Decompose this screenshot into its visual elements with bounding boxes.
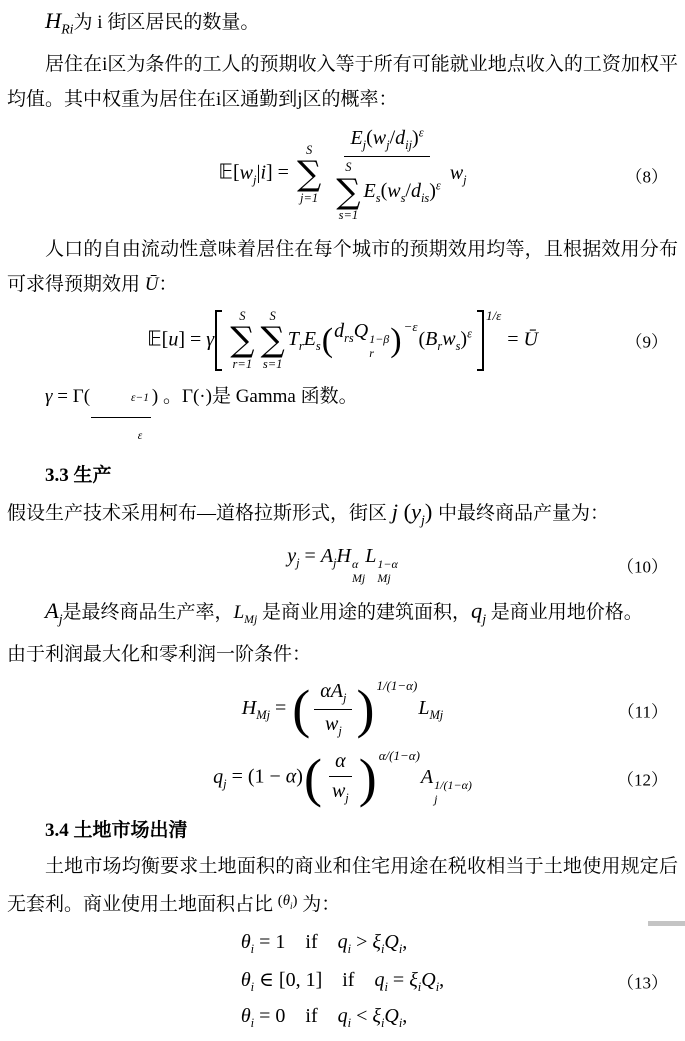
scripted-token: )$^\varepsilon$ [412,125,424,150]
math-token: if [305,931,318,954]
math-token: ε [137,429,143,442]
summation-operator: S ∑ j=1 [296,142,322,205]
math-token: ) [151,386,159,408]
math-token: q [337,1005,348,1028]
math-token: d [334,320,345,343]
math-token: ( [380,179,388,202]
fraction [314,679,352,740]
scripted-token: $w_s$ [387,179,406,205]
math-token: [ [161,328,169,351]
math-token: = [502,328,524,351]
para-hri-definition [7,3,678,47]
scripted-token: $A_j$ [320,545,337,571]
math-token: ( [366,127,373,150]
math-token: q [470,597,483,623]
text-run: 是商业用途的建筑面积， [257,601,471,623]
equation-9 [7,307,678,375]
scripted-token: $Q_i$ [384,931,403,957]
math-token: ∈ [0, 1] [254,969,323,992]
scripted-token: $\theta_i$ [240,969,255,995]
math-token: γ [45,386,53,408]
math-token: ( [277,893,283,910]
math-token: < [351,1005,373,1028]
math-token: αA [320,680,343,703]
text-run: 假设生产技术采用柯布—道格拉斯形式，街区 [7,502,392,524]
scripted-token: L 1−α Mj [365,545,398,586]
para-variables-definition [7,593,678,637]
para-profit-conditions [7,637,678,672]
scripted-token: $H_{Ri}$ [45,8,74,38]
para-production-tech [7,494,678,538]
math-token: Q [384,931,399,954]
scripted-token: $d_{is}$ [410,179,430,205]
scripted-token: $H_{Mj}$ [241,697,271,723]
scripted-token: $q_i$ [374,969,388,995]
section-3-3-heading [7,464,678,488]
section-3-4-heading [7,819,678,843]
scripted-token: $d_{rs}$ [334,320,354,346]
math-token: , [402,1005,408,1028]
equation-13 [7,929,678,1033]
math-token: y [287,545,297,568]
left-paren: ( [303,747,322,808]
summation-operator: S ∑ s=1 [260,308,285,371]
math-token: Ū [523,328,538,351]
equation-number: （12） [617,770,668,790]
math-token: A [45,597,59,623]
fraction [91,381,151,454]
text-run: 是最终商品生产率， [62,601,234,623]
equation-11 [7,677,678,742]
math-token: w [324,713,339,736]
math-token: ) [424,498,438,524]
math-token: = 0 [254,1005,286,1028]
math-token: ] = [178,328,207,351]
scripted-token: $w_j$ [449,162,467,188]
document-content [7,3,678,1033]
scripted-token: $L_{Mj}$ [233,601,258,626]
equation-cases [241,931,444,1031]
math-token: ( [398,498,412,524]
math-token: ) [429,179,436,202]
scrollbar-fragment[interactable] [648,921,685,926]
math-token: ) [292,893,298,910]
scripted-token: $d_{ij}$ [395,127,413,153]
math-token: 𝔼 [147,326,162,351]
case-row [241,931,407,957]
math-token: ) [296,765,303,788]
math-token: w [331,780,346,803]
text-run: 居住在i区为条件的工人的预期收入等于所有可能就业地点收入的工资加权平均值。其中权重为居住在i区通勤到j区的概率： [7,54,678,111]
scripted-token: $E_s$ [303,328,321,354]
math-token: if [305,1005,318,1028]
math-token: = (1 − [226,765,286,788]
scripted-token: $w_j$ [372,127,390,153]
scripted-token: H α Mj [336,545,366,586]
math-token: θ [240,969,251,992]
fence-exponent: −ε [403,319,418,335]
scripted-token: θi [282,893,293,912]
equation-number: （9） [625,332,668,352]
math-token: B [425,328,438,351]
scripted-token: )$^\varepsilon$ [429,177,441,202]
case-row [241,1005,407,1031]
math-token: L [233,601,245,623]
math-token: = [387,969,410,992]
math-token: if [342,969,355,992]
math-token: w [449,162,464,185]
math-token: q [337,931,348,954]
scripted-token: $Q_i$ [421,969,440,995]
math-token: , [402,931,408,954]
right-bracket [477,310,484,372]
scripted-token: A 1/(1−α) j [420,765,472,807]
scripted-token: $q_i$ [337,1005,352,1031]
math-token: = 1 [254,931,286,954]
scripted-token: )$^\varepsilon$ [460,326,472,351]
math-token: H [45,8,62,33]
math-token: Ū [144,273,159,295]
equation-10 [7,543,678,588]
math-token: d [410,179,421,202]
right-paren: ) [358,747,377,808]
math-token: | [256,162,261,185]
case-row [241,967,444,995]
math-token: α [285,765,297,788]
equation-number: （8） [625,167,668,187]
fence-exponent: α/(1−α) [378,748,420,764]
scripted-token: $A_j$ [45,597,63,628]
math-token: α [335,750,346,773]
scripted-token: $q_j$ [213,765,227,791]
math-token: > [351,931,373,954]
math-token: w [372,127,387,150]
math-token: ξ [372,1005,381,1028]
scripted-token: $E_s$ [363,179,381,205]
scripted-token: $y_j$ [287,545,300,571]
scripted-token: $q_j$ [470,597,487,628]
text-run: 人口的自由流动性意味着居住在每个城市的预期效用均等，且根据效用分布可求得预期效用 [7,238,678,295]
math-token: Q [353,320,369,343]
scripted-token: $B_r$ [425,328,443,354]
math-token: / [389,127,396,150]
text-run: 。Γ(·)是 Gamma 函数。 [158,386,358,408]
math-token: γ [206,328,215,351]
right-paren: ) [356,679,375,740]
fence-group [215,309,501,373]
scripted-token: $\theta_i$ [240,1005,255,1031]
scripted-token: $y_j$ [411,498,425,529]
text-run: 3.3 生产 [45,464,112,486]
text-run: 中最终商品产量为： [437,502,609,524]
scripted-token: $\theta_i$ [240,931,255,957]
math-token: y [411,498,422,524]
math-token: L [365,545,377,568]
scripted-token: $L_{Mj}$ [418,697,444,723]
para-expected-income [7,47,678,117]
math-token: w [387,179,401,202]
text-run: 是商业用地价格。 [486,601,643,623]
math-token: H [241,697,257,720]
fraction [326,749,355,807]
math-token: θ [240,1005,251,1028]
math-token: A [420,765,434,788]
math-token: w [442,328,456,351]
math-token: ξ [409,969,418,992]
math-token: ( [418,328,426,351]
summation-operator: S ∑ s=1 [336,160,361,223]
math-token: w [239,162,253,185]
equation-number: （10） [617,557,668,577]
math-token: u [168,328,179,351]
fence-exponent: 1/ε [485,307,502,323]
scripted-token: $w_j$ [331,780,349,806]
math-token: E [350,127,363,150]
para-free-mobility [7,232,678,302]
math-token: ] = [266,162,294,185]
equation-number: （11） [617,702,668,722]
text-run: 3.4 土地市场出清 [45,820,188,842]
math-token: Q [421,969,436,992]
math-token: θ [240,931,251,954]
left-paren: ( [321,321,334,359]
equation-number: （13） [617,973,668,993]
scripted-token: $\alpha A_j$ [320,680,347,706]
scripted-token: $T_r$ [287,328,304,354]
math-token: ) [460,328,468,351]
scripted-token: $q_i$ [337,931,352,957]
fence-group [322,320,418,361]
math-token: = [299,545,321,568]
math-token: = Γ( [52,386,91,408]
math-token: θ [282,893,290,910]
scripted-token: $Q_i$ [384,1005,403,1031]
scripted-token: $w_j$ [239,162,257,188]
scripted-token: $\xi_i$ [409,969,422,995]
scripted-token: $\xi_i$ [372,931,385,957]
math-token: q [374,969,385,992]
scripted-token: $w_j$ [324,713,342,739]
math-token: ε−1 [131,391,149,404]
fence-exponent: 1/(1−α) [376,678,418,694]
para-land-market [7,849,678,924]
scripted-token: Q 1−β r [353,320,390,361]
text-run: ： [158,273,178,295]
text-run: 土地市场均衡要求土地面积的商业和住宅用途在税收相当于土地使用规定后无套利。商业使用土地面积占比 [7,856,678,916]
scripted-token: $\xi_i$ [372,1005,385,1031]
math-token: d [395,127,406,150]
math-token: E [363,179,376,202]
left-paren: ( [292,679,311,740]
math-token: ξ [372,931,381,954]
text-run: 为 i 街区居民的数量。 [73,12,260,33]
fraction [327,124,447,224]
math-token: = [270,697,292,720]
left-bracket [215,310,222,372]
math-token: i [260,162,267,185]
math-token: , [439,969,445,992]
text-run: 为： [297,894,341,916]
math-token: q [213,765,224,788]
equation-8 [7,122,678,226]
math-token: L [418,697,430,720]
math-token: / [405,179,411,202]
equation-12 [7,747,678,809]
text-run: 由于利润最大化和零利润一阶条件： [7,644,312,666]
summation-operator: S ∑ r=1 [230,308,255,371]
math-token: A [320,545,334,568]
fence-group [292,679,417,740]
scripted-token: $w_s$ [442,328,461,354]
math-token: 𝔼 [218,160,233,185]
scripted-token: $E_j$ [350,127,367,153]
math-token: T [287,328,299,351]
math-token: ) [412,127,419,150]
math-token: [ [232,162,240,185]
math-token: H [336,545,351,568]
fence-group [304,749,420,807]
math-token: j [391,498,398,524]
math-token: E [303,328,316,351]
right-paren: ) [390,321,402,359]
math-token: Q [384,1005,399,1028]
para-gamma-definition [7,379,678,453]
